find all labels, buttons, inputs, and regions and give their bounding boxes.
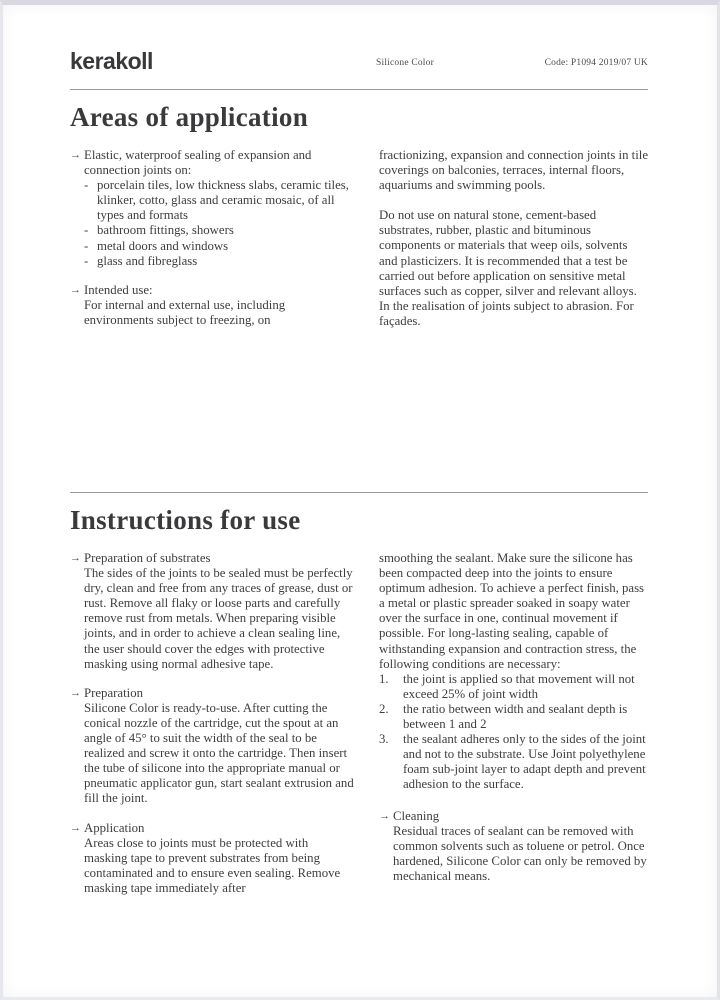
paragraph: smoothing the sealant. Make sure the silicone has been compacted deep into the joints to ensure optimum adhesion. To achieve a perfect finish, pass a metal or plastic spreader soaked in soapy water over the surface in one, continual movement if possible. For long-lasting sealing, capable of withstanding expansion and contraction stress, the following conditions are necessary: <box>379 551 645 671</box>
list-item-preparation <box>70 686 354 807</box>
paragraph: fractionizing, expansion and connection joints in tile coverings on balconies, terraces, internal floors, aquariums and swimming pools. <box>379 148 649 193</box>
list-item-body <box>84 148 354 269</box>
list-item-label: Intended use: <box>84 282 153 297</box>
list-item <box>84 254 354 269</box>
list-item-elastic-sealing <box>70 148 354 269</box>
list-item-body <box>393 809 649 884</box>
list-item <box>84 178 354 223</box>
arrow-icon: → <box>70 552 81 564</box>
conditions-list <box>379 672 649 793</box>
document-code: Code: P1094 2019/07 UK <box>544 58 648 68</box>
section-divider <box>70 492 648 493</box>
list-item-intended-use <box>70 283 354 328</box>
arrow-icon: → <box>379 809 390 822</box>
section-instructions-for-use <box>70 506 648 896</box>
list-item-text: Elastic, waterproof sealing of expansion and connection joints on: <box>84 148 312 178</box>
list-item-text: glass and fibreglass <box>97 253 198 268</box>
list-item <box>84 239 354 254</box>
paragraph: Do not use on natural stone, cement-based substrates, rubber, plastic and bituminous components or materials that weep oils, solvents and plasticizers. It is recommended that a test be carried out before application on sensitive metal surfaces such as copper, silver and relevant alloys. In the realisation of joints subject to abrasion. For façades. <box>379 208 637 328</box>
list-item-label: Application <box>84 820 145 835</box>
list-item-body <box>84 686 354 807</box>
list-item-text: the sealant adheres only to the sides of the joint and not to the substrate. Use Joint polyethylene foam sub-joint layer to adapt depth and prevent adhesion to the surface. <box>403 732 646 792</box>
arrow-icon: → <box>70 283 81 296</box>
brand-logo: kerakoll <box>70 48 153 74</box>
list-item-text: Areas close to joints must be protected with masking tape to prevent substrates from being contaminated and to ensure even sealing. Remove masking tape immediately after <box>84 835 341 895</box>
list-item-text: The sides of the joints to be sealed must be perfectly dry, clean and free from any traces of grease, dust or rust. Remove all flaky or loose parts and carefully remove rust from metals. When preparing visible joints, and in order to achieve a clean sealing line, the user should cover the edges with protective masking using normal adhesive tape. <box>84 566 353 671</box>
list-item-label: Preparation <box>84 685 143 700</box>
list-item-text: the ratio between width and sealant depth is between 1 and 2 <box>403 701 628 732</box>
arrow-icon: → <box>70 686 81 699</box>
areas-right-column <box>379 148 649 329</box>
list-item <box>379 702 649 732</box>
section-title-areas: Areas of application <box>70 102 309 132</box>
list-item-text: the joint is applied so that movement will not exceed 25% of joint width <box>403 671 635 701</box>
section-title-instructions: Instructions for use <box>70 505 301 535</box>
list-item-text: bathroom fittings, showers <box>97 223 234 238</box>
list-item-text: Residual traces of sealant can be removed with common solvents such as toluene or petrol. Once hardened, Silicone Color can only be removed by mechanical means. <box>393 823 647 883</box>
arrow-icon: → <box>70 149 81 161</box>
list-item <box>379 672 649 702</box>
list-item-text: metal doors and windows <box>97 238 229 253</box>
dash-icon: - <box>84 223 89 238</box>
sub-list <box>84 178 354 269</box>
arrow-icon: → <box>70 821 81 834</box>
list-item-label: Preparation of substrates <box>84 551 211 565</box>
list-item-application <box>70 821 354 896</box>
list-item-label: Cleaning <box>393 808 440 823</box>
list-item-text: For internal and external use, including environments subject to freezing, on <box>84 297 286 327</box>
dash-icon: - <box>84 178 89 193</box>
instructions-right-column <box>379 551 649 896</box>
list-item <box>379 732 649 792</box>
list-item-preparation-substrates <box>70 551 354 672</box>
header-divider <box>70 89 648 90</box>
areas-left-column <box>70 148 354 329</box>
list-item-text: porcelain tiles, low thickness slabs, ceramic tiles, klinker, cotto, glass and ceramic mosaic, of all types and formats <box>97 178 349 223</box>
list-item-body <box>84 821 354 896</box>
dash-icon: - <box>84 238 89 253</box>
list-item-body <box>84 551 354 672</box>
page-header <box>70 5 648 89</box>
dash-icon: - <box>84 253 89 268</box>
instructions-left-column <box>70 551 354 896</box>
list-item-text: Silicone Color is ready-to-use. After cutting the conical nozzle of the cartridge, cut the spout at an angle of 45° to suit the width of the seal to be realized and screw it onto the cartridge. Then insert the tube of silicone into the appropriate manual or pneumatic applicator gun, start sealant extrusion and fill the joint. <box>84 700 354 806</box>
list-item-body <box>84 283 354 328</box>
section-areas-of-application <box>70 103 648 492</box>
list-item-cleaning <box>379 809 649 884</box>
document-title: Silicone Color <box>376 58 434 68</box>
list-item <box>84 223 354 238</box>
